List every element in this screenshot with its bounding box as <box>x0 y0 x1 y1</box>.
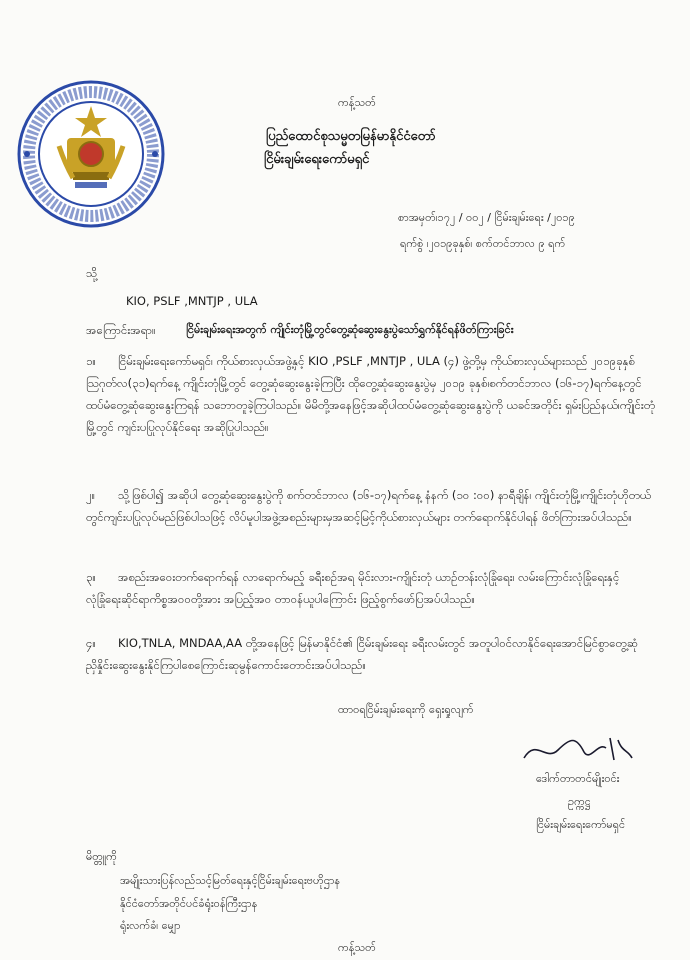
paragraph-4-number: ၄။ <box>86 636 96 650</box>
paragraph-4: KIO,TNLA, MNDAA,AA တို့အနေဖြင့် မြန်မာနိုင်ငံ၏ ငြိမ်းချမ်းရေး ခရီးလမ်းတွင် အတူပါဝင်လာနိုင်ရေးအောင်မြင်စွာတွေ့ဆုံညှိနှိုင်းဆွေးနွေးနိုင်ကြပါစေကြောင်းဆုမွန်ကောင်းတောင်းအပ်ပါသည်။ <box>86 636 638 672</box>
to-label: သို့ <box>86 266 98 280</box>
signatory-organization: ငြိမ်းချမ်းရေးကော်မရှင် <box>536 818 626 831</box>
letter-date: ရက်စွဲ ၊၂၀၁၉ခုနှစ်၊ စက်တင်ဘာလ ၉ ရက် <box>400 237 566 250</box>
subject-text: ငြိမ်းချမ်းရေးအတွက် ကျိုင်းတုံမြို့တွင်တွေ့ဆုံဆွေးနွေးပွဲသော်ရွှက်နိုင်ရန်ဖိတ်ကြားခြင်း <box>186 323 514 336</box>
cc-line-2: နိုင်ငံတော်အတိုင်ပင်ခံရုံးဝန်ကြီးဌာန <box>120 897 258 910</box>
closing-phrase: ထာဝရငြိမ်းချမ်းရေးကို ရှေးရှုလျက် <box>338 703 474 716</box>
paragraph-1: ငြိမ်းချမ်းရေးကော်မရှင်၊ ကိုယ်စားလှယ်အဖွဲ့နှင့် KIO ,PSLF ,MNTJP , ULA (၄) ဖွဲ့တို့မှ ကိုယ်စားလှယ်များသည် ၂၀၁၉ခုနှစ်ဩဂုတ်လ(၃၁)ရက်နေ့ ကျိုင်းတုံမြို့တွင် တွေ့ဆုံဆွေးနွေးခဲ့ကြပြီး ထိုတွေ့ဆုံဆွေးနွေးပွဲမှ ၂၀၁၉ ခုနှစ်၊စက်တင်ဘာလ (၁၆-၁၇)ရက်နေ့တွင် ထပ်မံတွေ့ဆုံဆွေးနွေးကြရန် သဘောတူခဲ့ကြပါသည်။ မိမိတို့အနေဖြင့်အဆိုပါထပ်မံတွေ့ဆုံဆွေးနွေးပွဲကို ယခင်အတိုင်း ရှမ်းပြည်နယ်၊ကျိုင်းတုံမြို့တွင် ကျင်းပပြုလုပ်နိုင်ရေး အဆိုပြုပါသည်။ <box>86 354 656 434</box>
classification-top: ကန့်သတ် <box>338 96 376 109</box>
paragraph-3: အစည်းအဝေးတက်ရောက်ရန် လာရောက်မည့် ခရီးစဉ်အရ မိုင်းလား-ကျိုင်းတုံ ယာဉ်တန်းလုံခြုံရေး၊ လမ်းကြောင်းလုံခြုံရေးနှင့် လုံခြုံရေးဆိုင်ရာကိစ္စအဝဝတို့အား အပြည့်အဝ တာဝန်ယူပါကြောင်း ဖြည့်စွက်ဖော်ပြအပ်ပါသည်။ <box>86 570 620 606</box>
peace-commission-seal <box>15 78 167 230</box>
cc-label: မိတ္တူကို <box>86 850 117 863</box>
classification-bottom: ကန့်သတ် <box>338 941 376 954</box>
signatory-name: ဒေါက်တာတင်မျိုးဝင်း <box>536 772 620 785</box>
recipients: KIO, PSLF ,MNTJP , ULA <box>126 294 258 308</box>
cc-line-1: အမျိုးသားပြန်လည်သင့်မြတ်ရေးနှင့်ငြိမ်းချမ်းရေးဗဟိုဌာန <box>120 874 341 887</box>
paragraph-1-number: ၁။ <box>86 354 96 368</box>
paragraph-2: သို့ဖြစ်ပါ၍ အဆိုပါ တွေ့ဆုံဆွေးနွေးပွဲကို စက်တင်ဘာလ (၁၆-၁၇)ရက်နေ့ နံနက် (၁၀ :၀၀) နာရီချိန်၊ ကျိုင်းတုံမြို့၊ကျိုင်းတုံဟိုတယ်တွင်ကျင်းပပြုလုပ်မည်ဖြစ်ပါသဖြင့် လိပ်မူပါအဖွဲ့အစည်းများမှအဆင့်မြင့်ကိုယ်စားလှယ်များ တက်ရောက်နိုင်ပါရန် ဖိတ်ကြားအပ်ပါသည်။ <box>86 488 652 524</box>
cc-line-3: ရုံးလက်ခံ၊ မျှော <box>120 919 181 932</box>
paragraph-2-number: ၂။ <box>86 488 96 502</box>
header-line2: ငြိမ်းချမ်းရေးကော်မရှင် <box>264 152 370 167</box>
subject-label: အကြောင်းအရာ။ <box>86 323 156 337</box>
header-line1: ပြည်ထောင်စုသမ္မတမြန်မာနိုင်ငံတော် <box>266 129 436 144</box>
signatory-title: ဥက္ကဋ္ဌ <box>568 795 591 808</box>
paragraph-3-number: ၃။ <box>86 570 96 584</box>
handwritten-signature <box>518 728 638 768</box>
reference-number: စာအမှတ်၊၁၇၂ / ၀၀၂ / ငြိမ်းချမ်းရေး /၂၀၁၉ <box>398 211 575 224</box>
